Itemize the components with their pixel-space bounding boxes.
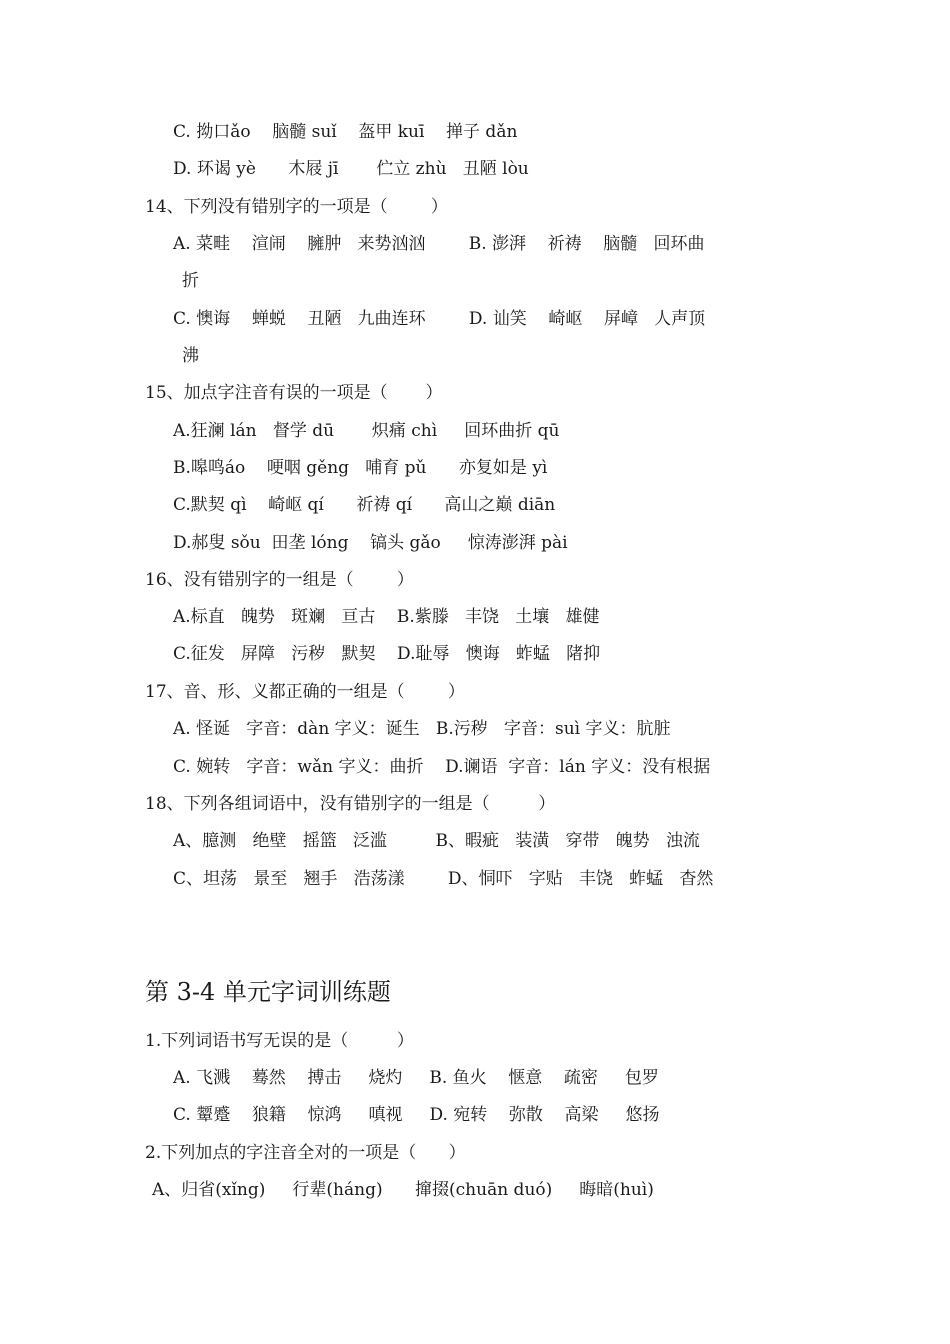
option-line: C.征发 屏障 污秽 默契 D.耻辱 懊诲 蚱蜢 陼抑: [173, 644, 601, 664]
option-line: A.标直 魄势 斑斓 亘古 B.紫滕 丰饶 土壤 雄健: [173, 607, 600, 627]
option-line: C.默契 qì 崎岖 qí 祈祷 qí 高山之巅 diān: [173, 495, 556, 515]
option-line: 沸: [182, 346, 199, 366]
question-line: 14、下列没有错别字的一项是（ ）: [145, 197, 448, 217]
option-line: A. 菜畦 渲闹 臃肿 来势汹汹 B. 澎湃 祈祷 脑髓 回环曲: [173, 234, 705, 254]
question-line: 18、下列各组词语中，没有错别字的一组是（ ）: [145, 794, 556, 814]
option-line: C. 懊诲 蝉蜕 丑陋 九曲连环 D. 讪笑 崎岖 屏嶂 人声顶: [173, 309, 706, 329]
option-line: D.郝叟 sǒu 田垄 lóng 镐头 gǎo 惊涛澎湃 pài: [173, 533, 568, 553]
question-line: 17、音、形、义都正确的一组是（ ）: [145, 682, 465, 702]
option-line: A.狂澜 lán 督学 dū 炽痛 chì 回环曲折 qū: [173, 421, 560, 441]
option-line: C. 颦蹙 狼籍 惊鸿 嗔视 D. 宛转 弥散 高梁 悠扬: [173, 1105, 660, 1125]
option-line: C、坦荡 景至 翘手 浩荡漾 D、恫吓 字贴 丰饶 蚱蜢 杳然: [173, 869, 714, 889]
option-line: A、臆测 绝壁 摇篮 泛滥 B、暇疵 装潢 穿带 魄势 浊流: [173, 831, 700, 851]
option-line: C. 婉转 字音：wǎn 字义：曲折 D.谰语 字音：lán 字义：没有根据: [173, 757, 711, 777]
option-line: D. 环谒 yè 木屐 jī 伫立 zhù 丑陋 lòu: [173, 159, 529, 179]
section-title: 第 3-4 单元字词训练题: [145, 978, 391, 1006]
option-line: A. 飞溅 蓦然 搏击 烧灼 B. 鱼火 惬意 疏密 包罗: [173, 1068, 659, 1088]
option-line: A、归省(xǐng) 行辈(háng) 撺掇(chuān duó) 晦暗(huì): [152, 1180, 654, 1200]
question-line: 16、没有错别字的一组是（ ）: [145, 570, 414, 590]
option-line: B.嗥鸣áo 哽咽 gěng 哺育 pǔ 亦复如是 yì: [173, 458, 548, 478]
question-line: 1.下列词语书写无误的是（ ）: [145, 1031, 414, 1051]
option-line: C. 拗口ǎo 脑髓 suǐ 盔甲 kuī 掸子 dǎn: [173, 122, 518, 142]
question-line: 15、加点字注音有误的一项是（ ）: [145, 383, 443, 403]
option-line: A. 怪诞 字音：dàn 字义：诞生 B.污秽 字音：suì 字义：肮脏: [173, 719, 671, 739]
question-line: 2.下列加点的字注音全对的一项是（ ）: [145, 1143, 466, 1163]
option-line: 折: [182, 271, 199, 291]
